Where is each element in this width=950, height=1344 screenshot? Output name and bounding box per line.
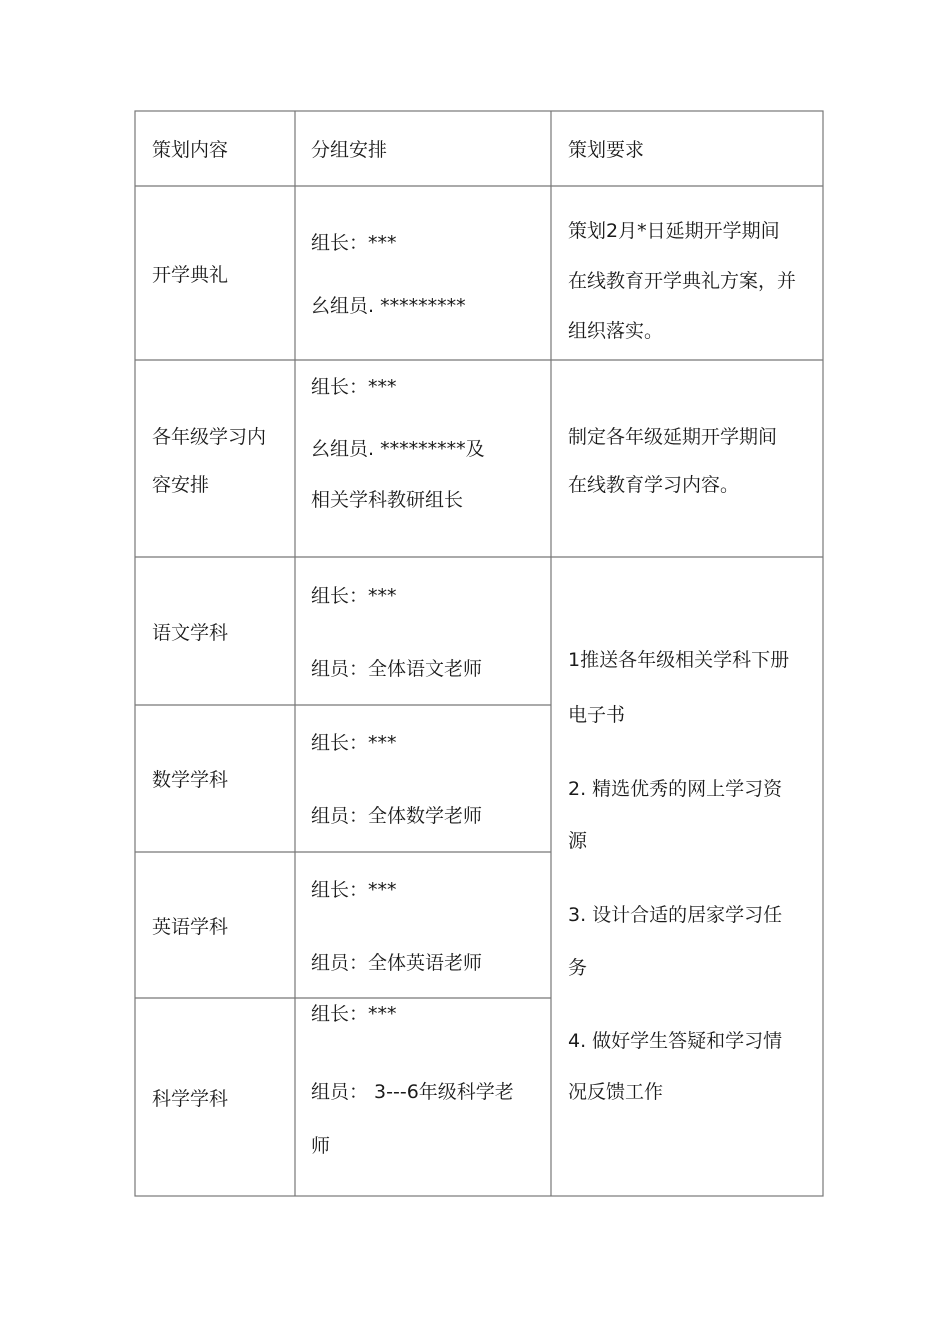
row-1-content: 开学典礼 — [152, 264, 229, 286]
row-4-content: 数学学科 — [152, 769, 229, 791]
row-6-leader: 组长：*** — [311, 1003, 397, 1025]
row-2-content-line-1: 各年级学习内 — [152, 426, 267, 448]
shared-requirement-line-3: 2. 精选优秀的网上学习资 — [568, 778, 783, 800]
shared-requirement-line-7: 4. 做好学生答疑和学习情 — [568, 1030, 783, 1052]
row-1-leader: 组长：*** — [311, 232, 397, 254]
row-3-content: 语文学科 — [152, 622, 229, 644]
header-group: 分组安排 — [311, 139, 388, 161]
row-4-leader: 组长：*** — [311, 732, 397, 754]
row-1-requirement-line-2: 在线教育开学典礼方案，并 — [568, 270, 797, 292]
row-1-members: 幺组员. ********* — [311, 295, 466, 317]
row-5-content: 英语学科 — [152, 916, 229, 938]
shared-requirement-line-4: 源 — [568, 830, 588, 852]
row-3-members: 组员：全体语文老师 — [311, 658, 483, 680]
row-2-leader: 组长：*** — [311, 376, 397, 398]
shared-requirement-line-2: 电子书 — [568, 704, 626, 726]
row-6-members-wrap: 师 — [311, 1135, 331, 1157]
row-1-requirement-line-1: 策划2月*日延期开学期间 — [568, 220, 780, 242]
header-requirement: 策划要求 — [568, 139, 645, 161]
row-2-requirement-line-2: 在线教育学习内容。 — [568, 474, 740, 496]
shared-requirement-line-5: 3. 设计合适的居家学习任 — [568, 904, 783, 926]
row-2-members: 幺组员. *********及 — [311, 438, 485, 460]
row-5-members: 组员：全体英语老师 — [311, 952, 483, 974]
row-4-members: 组员：全体数学老师 — [311, 805, 483, 827]
row-2-content-line-2: 容安排 — [152, 474, 210, 496]
row-6-content: 科学学科 — [152, 1088, 229, 1110]
row-2-requirement-line-1: 制定各年级延期开学期间 — [568, 426, 778, 448]
shared-requirement-line-1: 1推送各年级相关学科下册 — [568, 649, 790, 671]
row-6-members: 组员： 3---6年级科学老 — [311, 1081, 514, 1103]
row-3-leader: 组长：*** — [311, 585, 397, 607]
row-5-leader: 组长：*** — [311, 879, 397, 901]
row-1-requirement-line-3: 组织落实。 — [568, 320, 664, 342]
header-content: 策划内容 — [152, 139, 229, 161]
shared-requirement-line-6: 务 — [568, 957, 588, 979]
row-2-members-extra: 相关学科教研组长 — [311, 489, 464, 511]
shared-requirement-line-8: 况反馈工作 — [568, 1081, 664, 1103]
